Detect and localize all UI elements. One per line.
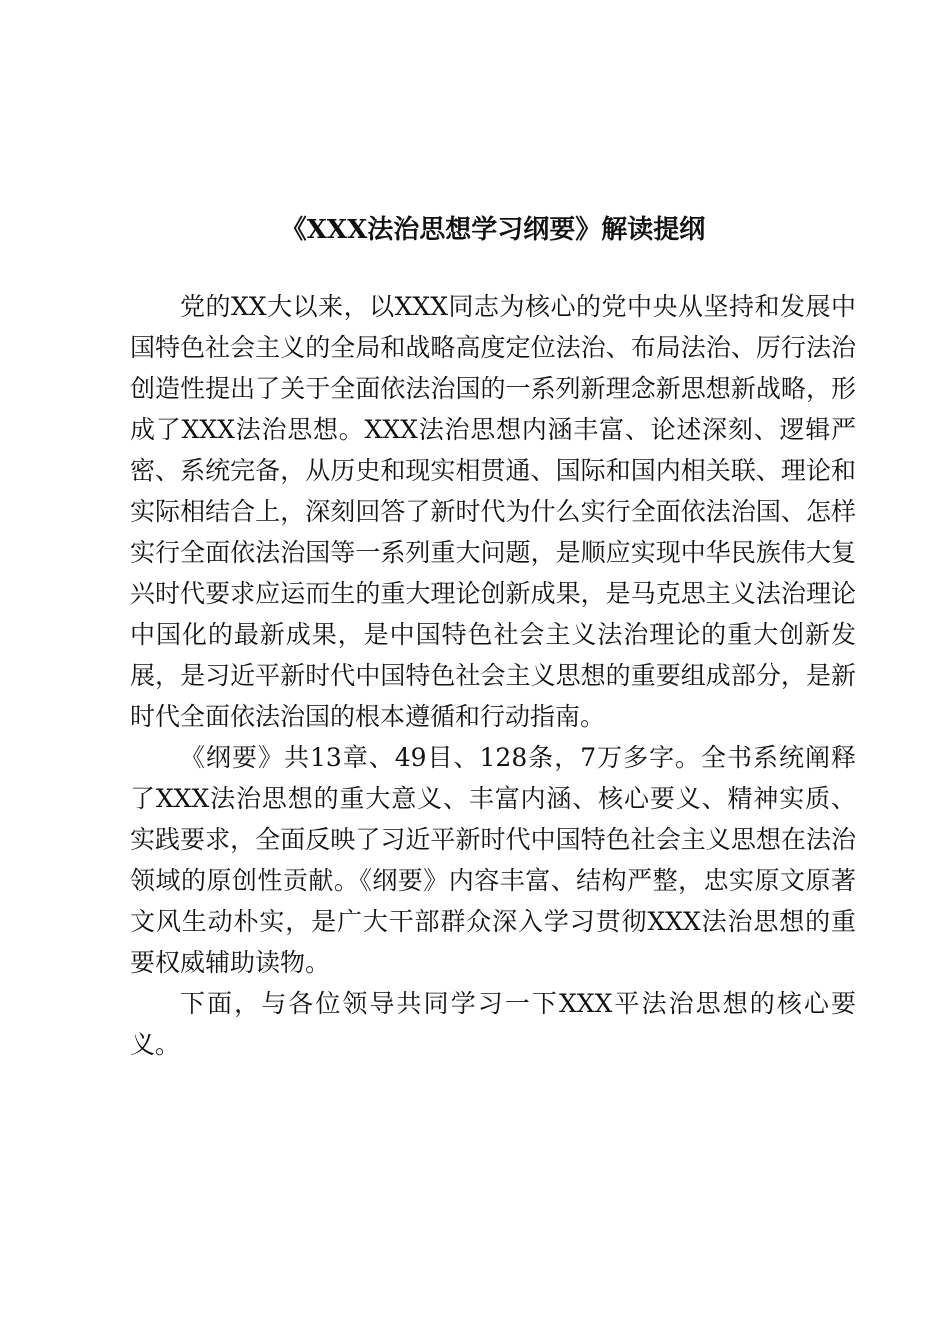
- document-body: [130, 286, 856, 1065]
- paragraph-2: 《纲要》共13章、49目、128条，7万多字。全书系统阐释了XXX法治思想的重大意义、丰富内涵、核心要义、精神实质、实践要求，全面反映了习近平新时代中国特色社会主义思想在法治领域的原创性贡献。《纲要》内容丰富、结构严整，忠实原文原著文风生动朴实，是广大干部群众深入学习贯彻XXX法治思想的重要权威辅助读物。: [130, 743, 856, 977]
- document-title: 《XXX法治思想学习纲要》解读提纲: [280, 215, 706, 245]
- paragraph-3: 下面，与各位领导共同学习一下XXX平法治思想的核心要义。: [130, 989, 856, 1059]
- paragraph-1: 党的XX大以来，以XXX同志为核心的党中央从坚持和发展中国特色社会主义的全局和战略高度定位法治、布局法治、厉行法治创造性提出了关于全面依法治国的一系列新理念新思想新战略，形成了XXX法治思想。XXX法治思想内涵丰富、论述深刻、逻辑严密、系统完备，从历史和现实相贯通、国际和国内相关联、理论和实际相结合上，深刻回答了新时代为什么实行全面依法治国、怎样实行全面依法治国等一系列重大问题，是顺应实现中华民族伟大复兴时代要求应运而生的重大理论创新成果，是马克思主义法治理论中国化的最新成果，是中国特色社会主义法治理论的重大创新发展，是习近平新时代中国特色社会主义思想的重要组成部分，是新时代全面依法治国的根本遵循和行动指南。: [130, 292, 856, 731]
